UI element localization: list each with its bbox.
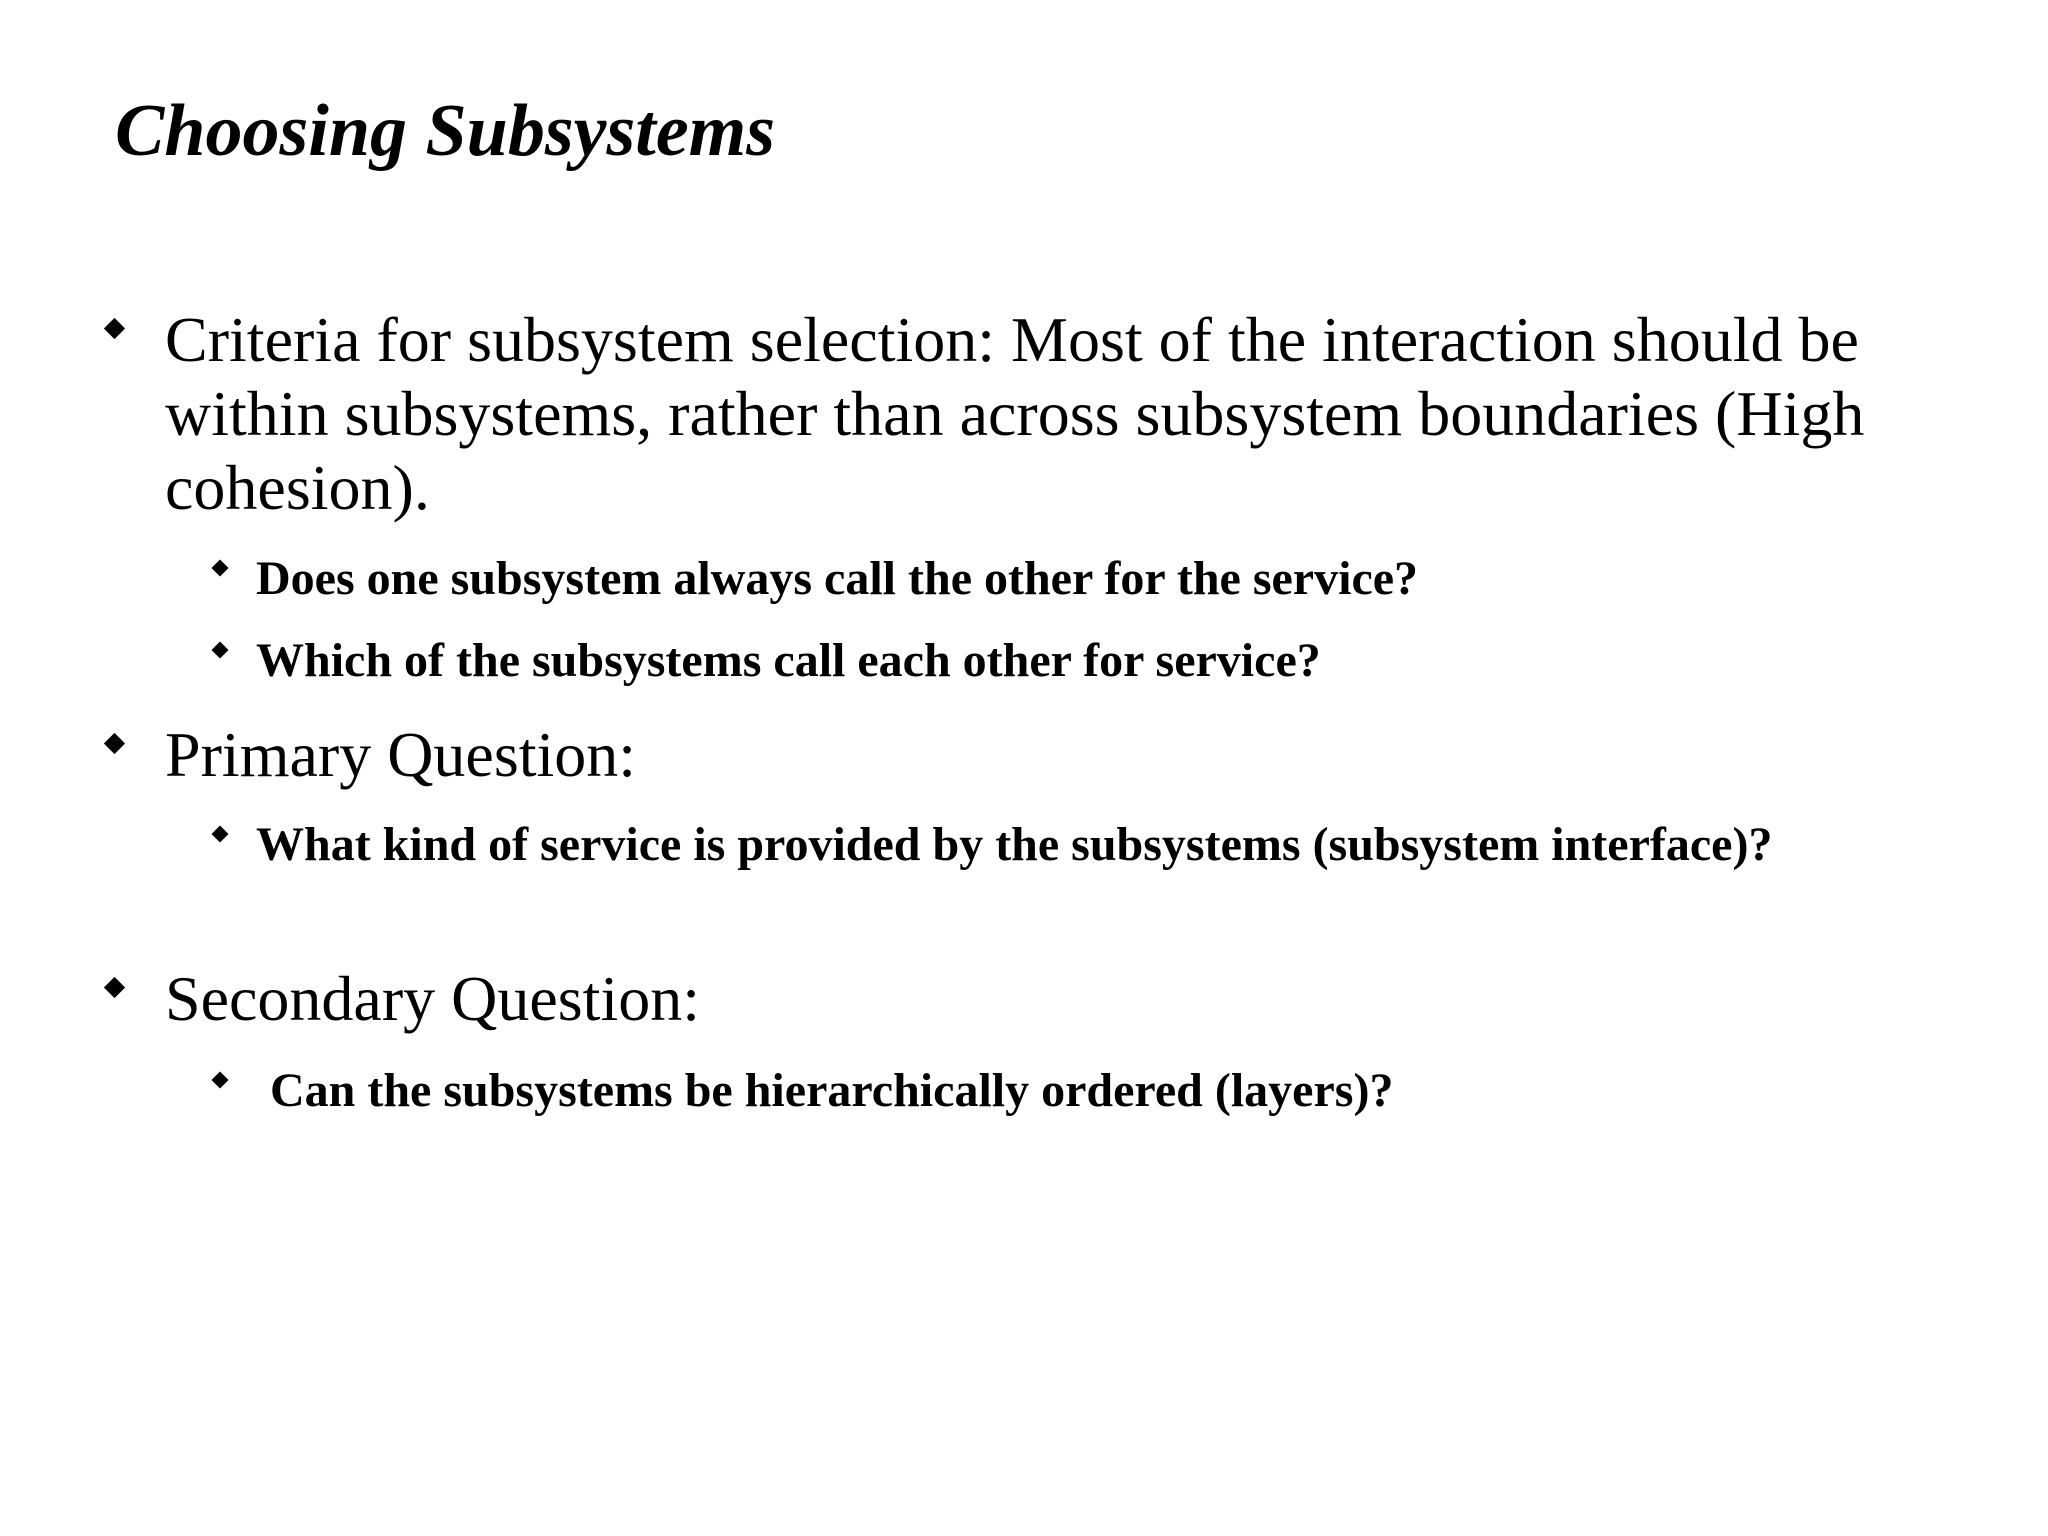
diamond-bullet-icon	[107, 321, 122, 336]
bullet-primary-question	[165, 718, 1955, 792]
bullet-text: Criteria for subsystem selection: Most of the interaction should be within subsystems, rather than across subsystem boundaries (High cohesion).	[165, 304, 1865, 523]
sub-bullet-text: What kind of service is provided by the subsystems (subsystem interface)?	[256, 818, 1773, 871]
diamond-bullet-icon	[214, 828, 226, 840]
diamond-bullet-icon	[214, 644, 226, 656]
bullet-text: Secondary Question:	[165, 963, 700, 1034]
sub-bullet-call-each-other	[256, 632, 1876, 690]
sub-bullet-call-other	[256, 550, 1876, 608]
diamond-bullet-icon	[107, 736, 122, 751]
bullet-secondary-question	[165, 962, 1955, 1036]
sub-bullet-text: Can the subsystems be hierarchically ordered (layers)?	[270, 1064, 1394, 1117]
diamond-bullet-icon	[214, 562, 226, 574]
sub-bullet-text: Which of the subsystems call each other for service?	[256, 634, 1321, 687]
sub-bullet-hierarchy	[256, 1062, 1876, 1120]
sub-bullet-service-kind	[256, 816, 1876, 874]
slide-title: Choosing Subsystems	[115, 90, 776, 172]
diamond-bullet-icon	[107, 980, 122, 995]
bullet-text: Primary Question:	[165, 719, 637, 790]
bullet-criteria	[165, 303, 1955, 525]
diamond-bullet-icon	[214, 1074, 226, 1086]
sub-bullet-text: Does one subsystem always call the other for the service?	[256, 552, 1419, 605]
